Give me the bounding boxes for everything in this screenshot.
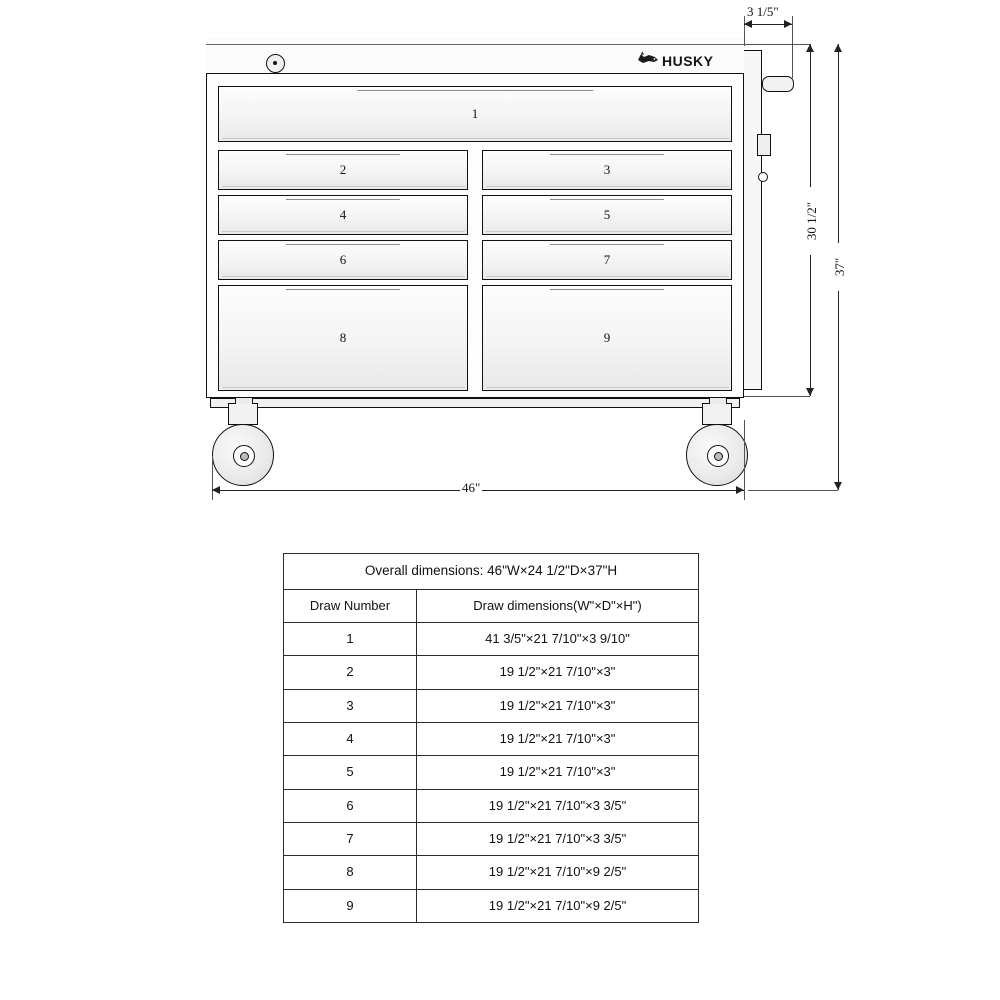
drawer-edge-4 — [222, 231, 465, 232]
drawer-edge-9 — [486, 387, 729, 388]
dim-arrow-side-depth-right — [784, 20, 792, 28]
husky-dog-logo-icon — [637, 51, 659, 72]
table-row — [284, 889, 699, 922]
drawer-pull-3 — [550, 154, 664, 155]
drawer-edge-6 — [222, 276, 465, 277]
dim-arrow-side-depth-left — [744, 20, 752, 28]
ext-line-side-depth-right — [792, 16, 793, 78]
cell-draw-dimensions: 19 1/2"×21 7/10"×3" — [417, 756, 699, 789]
drawer-edge-8 — [222, 387, 465, 388]
drawer-label-8: 8 — [339, 330, 347, 345]
ext-line-width-right — [744, 420, 745, 500]
caster-axle-left — [240, 452, 249, 461]
drawer-5 — [482, 195, 732, 235]
table-row — [284, 756, 699, 789]
drawer-pull-1 — [357, 90, 593, 91]
dim-arrow-total-height-top — [834, 44, 842, 52]
cell-draw-number: 7 — [284, 822, 417, 855]
header-draw-dimensions: Draw dimensions(W"×D"×H") — [417, 589, 699, 622]
table-body — [284, 554, 699, 923]
table-row — [284, 623, 699, 656]
cell-draw-number: 2 — [284, 656, 417, 689]
table-row — [284, 822, 699, 855]
cell-draw-dimensions: 19 1/2"×21 7/10"×3 3/5" — [417, 822, 699, 855]
side-bolt-icon — [758, 172, 768, 182]
table-row — [284, 656, 699, 689]
drawer-pull-9 — [550, 289, 664, 290]
dim-arrow-width-right — [736, 486, 744, 494]
ext-line-body-top — [744, 44, 810, 45]
table-row — [284, 689, 699, 722]
cell-draw-number: 4 — [284, 723, 417, 756]
caster-left — [212, 424, 274, 486]
dim-arrow-body-height-bottom — [806, 388, 814, 396]
drawer-edge-5 — [486, 231, 729, 232]
dim-label-total-height: 37" — [832, 243, 848, 291]
table-row — [284, 723, 699, 756]
caster-right — [686, 424, 748, 486]
caster-yoke-right — [702, 403, 732, 425]
drawer-4 — [218, 195, 468, 235]
drawer-pull-7 — [550, 244, 664, 245]
header-draw-number: Draw Number — [284, 589, 417, 622]
caster-yoke-left — [228, 403, 258, 425]
drawer-pull-8 — [286, 289, 400, 290]
cell-draw-dimensions: 19 1/2"×21 7/10"×3" — [417, 689, 699, 722]
dim-label-body-height: 30 1/2" — [804, 187, 820, 255]
table-row-overall — [284, 554, 699, 590]
ext-line-total-bottom — [748, 490, 838, 491]
cell-draw-dimensions: 19 1/2"×21 7/10"×3" — [417, 723, 699, 756]
drawer-9 — [482, 285, 732, 391]
cell-draw-dimensions: 19 1/2"×21 7/10"×9 2/5" — [417, 889, 699, 922]
drawer-label-2: 2 — [339, 162, 347, 177]
lock-icon — [266, 54, 285, 73]
dim-arrow-width-left — [212, 486, 220, 494]
drawer-pull-4 — [286, 199, 400, 200]
side-panel — [744, 50, 762, 390]
drawer-8 — [218, 285, 468, 391]
drawer-pull-2 — [286, 154, 400, 155]
drawer-edge-2 — [222, 186, 465, 187]
dim-label-side-depth: 3 1/5" — [747, 4, 779, 19]
dim-arrow-body-height-top — [806, 44, 814, 52]
side-latch — [757, 134, 771, 156]
drawer-2 — [218, 150, 468, 190]
drawer-edge-3 — [486, 186, 729, 187]
drawer-dimensions-table — [283, 553, 699, 923]
drawer-label-6: 6 — [339, 252, 347, 267]
side-handle — [762, 76, 794, 92]
drawer-edge-1 — [222, 138, 729, 139]
cell-draw-number: 3 — [284, 689, 417, 722]
cell-draw-number: 1 — [284, 623, 417, 656]
table-row — [284, 789, 699, 822]
cell-draw-dimensions: 19 1/2"×21 7/10"×3 3/5" — [417, 789, 699, 822]
cell-draw-dimensions: 19 1/2"×21 7/10"×3" — [417, 656, 699, 689]
drawer-label-3: 3 — [603, 162, 611, 177]
drawer-3 — [482, 150, 732, 190]
table-header-row — [284, 589, 699, 622]
cell-draw-dimensions: 41 3/5"×21 7/10"×3 9/10" — [417, 623, 699, 656]
drawer-1 — [218, 86, 732, 142]
dim-label-width: 46" — [462, 480, 481, 495]
drawer-label-1: 1 — [471, 106, 479, 121]
overall-dimensions-cell: Overall dimensions: 46"W×24 1/2"D×37"H — [284, 554, 699, 590]
dim-arrow-total-height-bottom — [834, 482, 842, 490]
drawer-7 — [482, 240, 732, 280]
cell-draw-number: 8 — [284, 856, 417, 889]
husky-logo — [637, 50, 733, 72]
drawer-label-5: 5 — [603, 207, 611, 222]
cell-draw-number: 6 — [284, 789, 417, 822]
drawer-pull-5 — [550, 199, 664, 200]
cell-draw-dimensions: 19 1/2"×21 7/10"×9 2/5" — [417, 856, 699, 889]
ext-line-body-bottom — [744, 396, 810, 397]
husky-logo-text: HUSKY — [662, 53, 714, 69]
base-rail — [210, 398, 740, 408]
drawer-label-9: 9 — [603, 330, 611, 345]
cell-draw-number: 5 — [284, 756, 417, 789]
cell-draw-number: 9 — [284, 889, 417, 922]
drawer-edge-7 — [486, 276, 729, 277]
caster-axle-right — [714, 452, 723, 461]
drawer-label-7: 7 — [603, 252, 611, 267]
cabinet-top-edge-line — [206, 44, 744, 45]
table-row — [284, 856, 699, 889]
drawer-label-4: 4 — [339, 207, 347, 222]
drawer-pull-6 — [286, 244, 400, 245]
drawer-6 — [218, 240, 468, 280]
